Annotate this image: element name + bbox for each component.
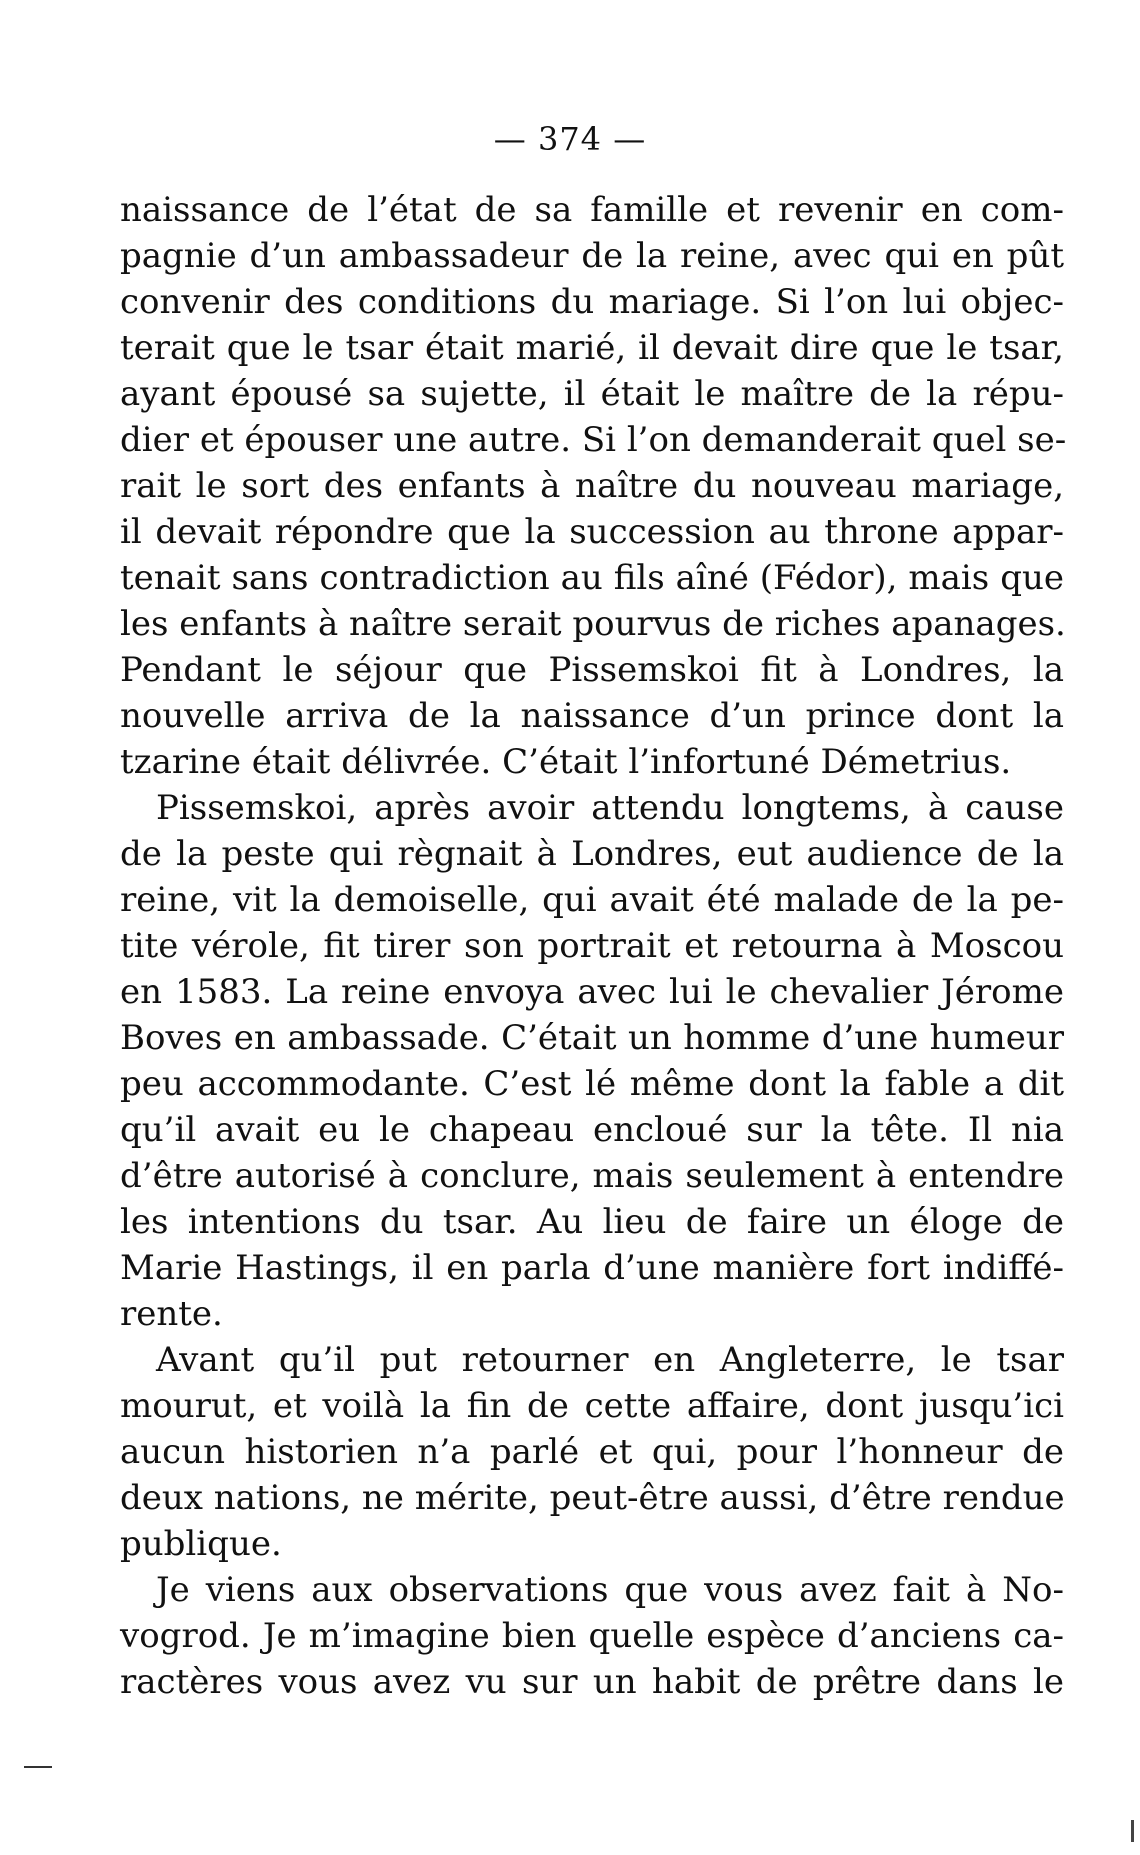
text-line: les enfants à naître serait pourvus de riches apanages. bbox=[120, 604, 1066, 644]
text-line: ractères vous avez vu sur un habit de prêtre dans le bbox=[120, 1662, 1064, 1702]
paragraph-1 bbox=[120, 187, 1067, 785]
text-line: Je viens aux observations que vous avez fait à No- bbox=[156, 1570, 1064, 1610]
text-line: qu’il avait eu le chapeau encloué sur la tête. Il nia bbox=[120, 1110, 1064, 1150]
text-line: Marie Hastings, il en parla d’une manière fort indiffé- bbox=[120, 1248, 1064, 1288]
text-line: naissance de l’état de sa famille et revenir en com- bbox=[120, 190, 1064, 230]
text-line: convenir des conditions du mariage. Si l’on lui objec- bbox=[120, 282, 1064, 322]
text-line: de la peste qui règnait à Londres, eut audience de la bbox=[120, 834, 1064, 874]
paragraph-3 bbox=[120, 1337, 1064, 1567]
text-line: mourut, et voilà la fin de cette affaire, dont jusqu’ici bbox=[120, 1386, 1064, 1426]
text-line: terait que le tsar était marié, il devait dire que le tsar, bbox=[120, 328, 1064, 368]
text-line: rait le sort des enfants à naître du nouveau mariage, bbox=[120, 466, 1064, 506]
text-line: deux nations, ne mérite, peut-être aussi, d’être rendue bbox=[120, 1478, 1065, 1518]
text-line: vogrod. Je m’imagine bien quelle espèce d’anciens ca- bbox=[120, 1616, 1064, 1656]
text-line: tite vérole, fit tirer son portrait et retourna à Moscou bbox=[120, 926, 1064, 966]
text-line: Pendant le séjour que Pissemskoi fit à Londres, la bbox=[120, 650, 1064, 690]
text-line: peu accommodante. C’est lé même dont la fable a dit bbox=[120, 1064, 1064, 1104]
text-line: d’être autorisé à conclure, mais seulement à entendre bbox=[120, 1156, 1064, 1196]
text-line: reine, vit la demoiselle, qui avait été malade de la pe- bbox=[120, 880, 1064, 920]
text-line: publique. bbox=[120, 1524, 282, 1564]
paragraph-4 bbox=[120, 1567, 1064, 1705]
text-line: en 1583. La reine envoya avec lui le chevalier Jérome bbox=[120, 972, 1064, 1012]
edge-mark bbox=[1131, 1820, 1134, 1842]
page-number: — 374 — bbox=[493, 120, 647, 158]
text-line: Pissemskoi, après avoir attendu longtems, à cause bbox=[156, 788, 1064, 828]
text-line: Avant qu’il put retourner en Angleterre, le tsar bbox=[156, 1340, 1064, 1380]
text-line: il devait répondre que la succession au throne appar- bbox=[120, 512, 1064, 552]
text-line: rente. bbox=[120, 1294, 223, 1334]
text-line: aucun historien n’a parlé et qui, pour l’honneur de bbox=[120, 1432, 1064, 1472]
text-line: les intentions du tsar. Au lieu de faire un éloge de bbox=[120, 1202, 1064, 1242]
text-line: Boves en ambassade. C’était un homme d’une humeur bbox=[120, 1018, 1064, 1058]
text-line: tzarine était délivrée. C’était l’infortuné Démetrius. bbox=[120, 742, 1012, 782]
body-text bbox=[120, 187, 1067, 1705]
text-line: dier et épouser une autre. Si l’on demanderait quel se- bbox=[120, 420, 1067, 460]
text-line: nouvelle arriva de la naissance d’un prince dont la bbox=[120, 696, 1064, 736]
text-line: tenait sans contradiction au fils aîné (Fédor), mais que bbox=[120, 558, 1064, 598]
text-line: pagnie d’un ambassadeur de la reine, avec qui en pût bbox=[120, 236, 1064, 276]
paragraph-2 bbox=[120, 785, 1064, 1337]
margin-mark bbox=[24, 1766, 52, 1768]
text-line: ayant épousé sa sujette, il était le maître de la répu- bbox=[120, 374, 1064, 414]
